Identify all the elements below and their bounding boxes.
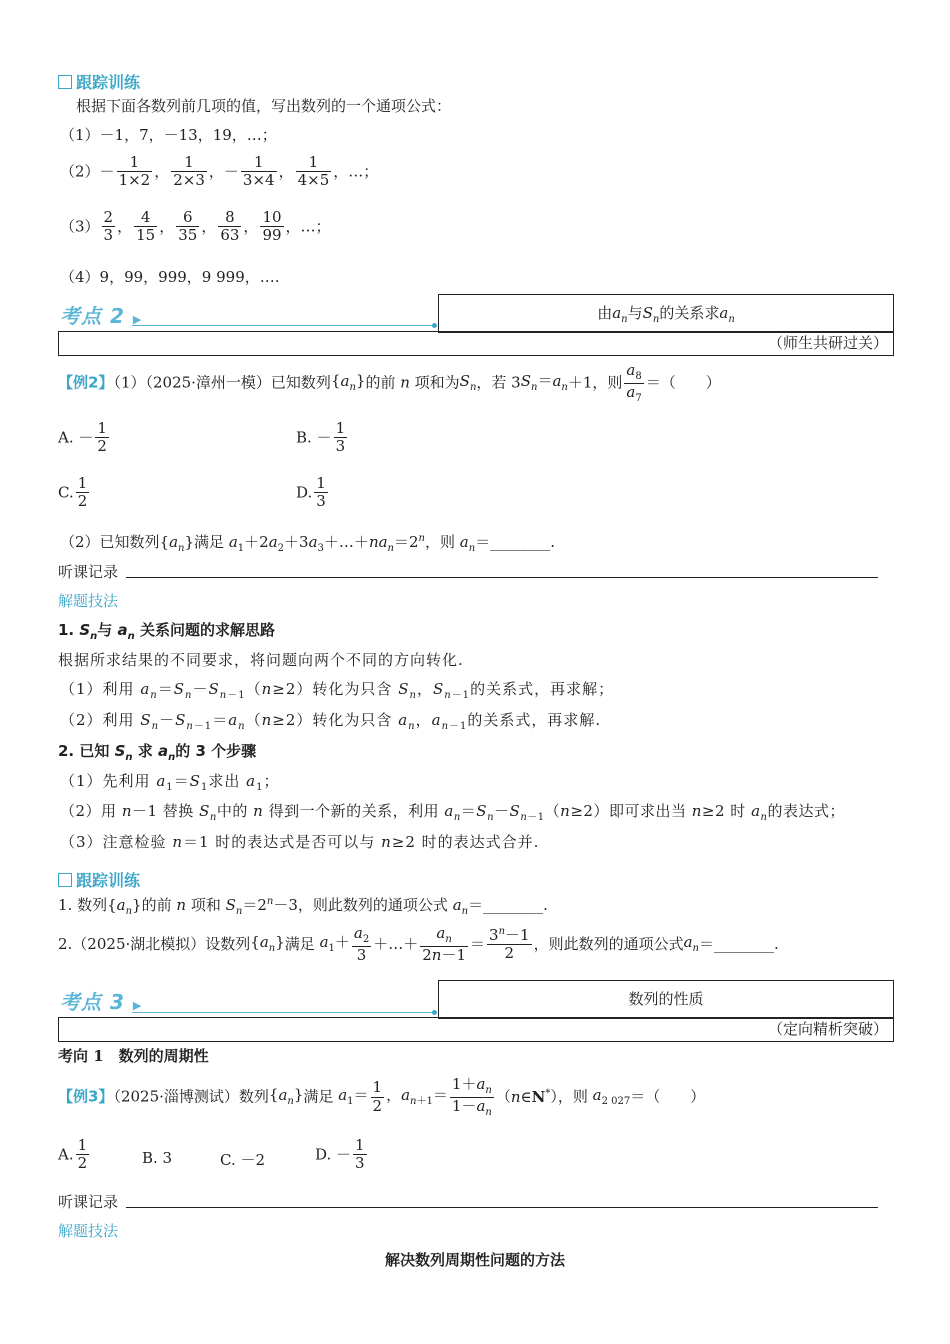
follow-item-1: （1）－1，7，－13，19，…；: [60, 126, 277, 144]
follow-2-question-1: 1. 数列$\{a_n\}$的前 n 项和 $S_n=2^n-3$，则此数列的通项公式 $a_n=\_\_\_\_\_\_\_\_$.: [58, 896, 548, 917]
technique-1-line-2: （2）利用 $S_n-S_{n-1}=a_n(n\ge 2)$转化为只含 $a_n$，$a_{n-1}$的关系式，再求解.: [60, 711, 602, 732]
example-2-option-a[interactable]: A. － $\frac{1}{2}$: [58, 419, 107, 456]
example-3-option-c[interactable]: C. －2: [220, 1151, 266, 1169]
example-2-part-1: 【例2】（1）（2025·漳州一模）已知数列$\{a_n\}$的前 n 项和为$S_n$，若 $3S_n=a_n+1$，则 $\frac{a_8}{a_7}$ ＝（ ）: [58, 361, 721, 404]
kaodian-2-underline: [132, 325, 434, 326]
technique-2-line-1: （1）先利用 $a_1=S_1$求出 $a_1$；: [60, 772, 280, 793]
kaodian-2-dot: [432, 323, 437, 328]
technique-1-title: 1. $S_n$与 $a_n$ 关系问题的求解思路: [58, 621, 276, 642]
follow-2-question-2: 2.（2025·湖北模拟）设数列$\{a_n\}$满足 $a_1+$ $\frac{a_2}{3}$ ＋…＋ $\frac{a_n}{2n-1}$ ＝ $\frac{3^n-1}{2}$ ，则此数列的通项公式$a_n=\_\_\_\_\_\_\_\_$.: [58, 924, 779, 964]
notes-label-1: 听课记录: [58, 563, 119, 581]
example-2-option-b[interactable]: B. － $\frac{1}{3}$: [296, 419, 346, 456]
kaodian-3-dot: [432, 1010, 437, 1015]
example-2-part-2: （2）已知数列$\{a_n\}$满足 $a_1+2a_2+3a_3+\dots+na_n=2^n$，则 $a_n=\_\_\_\_\_\_\_\_$.: [60, 533, 555, 554]
kaodian-3-title: 数列的性质: [438, 980, 894, 1019]
follow-intro: 根据下面各数列前几项的值，写出数列的一个通项公式：: [76, 97, 452, 115]
follow-heading: 跟踪训练: [58, 70, 140, 93]
kaodian-3-note: （定向精析突破）: [58, 1017, 894, 1042]
technique-1-line-0: 根据所求结果的不同要求，将问题向两个不同的方向转化.: [58, 651, 464, 669]
example-3-option-a[interactable]: A. $\frac{1}{2}$: [58, 1136, 88, 1173]
kaodian-3-underline: [132, 1012, 434, 1013]
example-3: 【例3】（2025·淄博测试）数列$\{a_n\}$满足 $a_1=$ $\frac{1}{2}$ ，$a_{n+1}=$ $\frac{1+a_n}{1-a_n}$ （n∈N*），则 $a_{2 027}=$（ ）: [58, 1075, 706, 1118]
follow-item-3: （3） $\frac{2}{3}$ ， $\frac{4}{15}$ ， $\frac{6}{35}$ ， $\frac{8}{63}$ ， $\frac{10}{99}$ ，…；: [60, 208, 331, 245]
technique-heading-2: 解题技法: [58, 1222, 119, 1240]
kaodian-2-title: 由$a_n$与$S_n$的关系求$a_n$: [438, 294, 894, 333]
example-2-option-c[interactable]: C. $\frac{1}{2}$: [58, 474, 88, 511]
direction-1-label: 考向 1 数列的周期性: [58, 1047, 209, 1065]
notes-line-1[interactable]: [126, 577, 878, 578]
technique-1-line-1: （1）利用 $a_n=S_n-S_{n-1}(n\ge 2)$转化为只含 $S_n$，$S_{n-1}$的关系式，再求解；: [60, 680, 615, 701]
technique-heading-1: 解题技法: [58, 592, 119, 610]
example-3-option-b[interactable]: B. 3: [142, 1149, 173, 1167]
kaodian-3-badge: 考点 3 ▶: [60, 990, 143, 1014]
technique-2-title: 2. 已知 $S_n$ 求 $a_n$的 3 个步骤: [58, 742, 257, 763]
notes-line-2[interactable]: [126, 1207, 878, 1208]
notes-label-2: 听课记录: [58, 1193, 119, 1211]
technique-2-section-title: 解决数列周期性问题的方法: [384, 1251, 565, 1269]
checkbox-square-icon: [58, 75, 72, 89]
technique-2-line-3: （3）注意检验 n＝1 时的表达式是否可以与 n≥2 时的表达式合并.: [60, 833, 540, 851]
kaodian-2-note: （师生共研过关）: [58, 331, 894, 356]
checkbox-square-icon: [58, 873, 72, 887]
follow-item-4: （4）9，99，999，9 999，….: [60, 268, 280, 286]
example-2-option-d[interactable]: D. $\frac{1}{3}$: [296, 474, 326, 511]
follow-heading-2: 跟踪训练: [58, 868, 140, 891]
example-3-option-d[interactable]: D. － $\frac{1}{3}$: [315, 1136, 365, 1173]
follow-item-2: （2）－ $\frac{1}{1\times 2}$ ， $\frac{1}{2\times 3}$ ，－ $\frac{1}{3\times 4}$ ， $\frac{1}{4\times 5}$ ，…；: [60, 153, 379, 190]
kaodian-2-badge: 考点 2 ▶: [60, 304, 143, 328]
technique-2-line-2: （2）用 n－1 替换 $S_n$中的 n 得到一个新的关系，利用 $a_n=S_n-S_{n-1}(n\ge 2)$即可求出当 n≥2 时 $a_n$的表达式；: [60, 802, 846, 823]
